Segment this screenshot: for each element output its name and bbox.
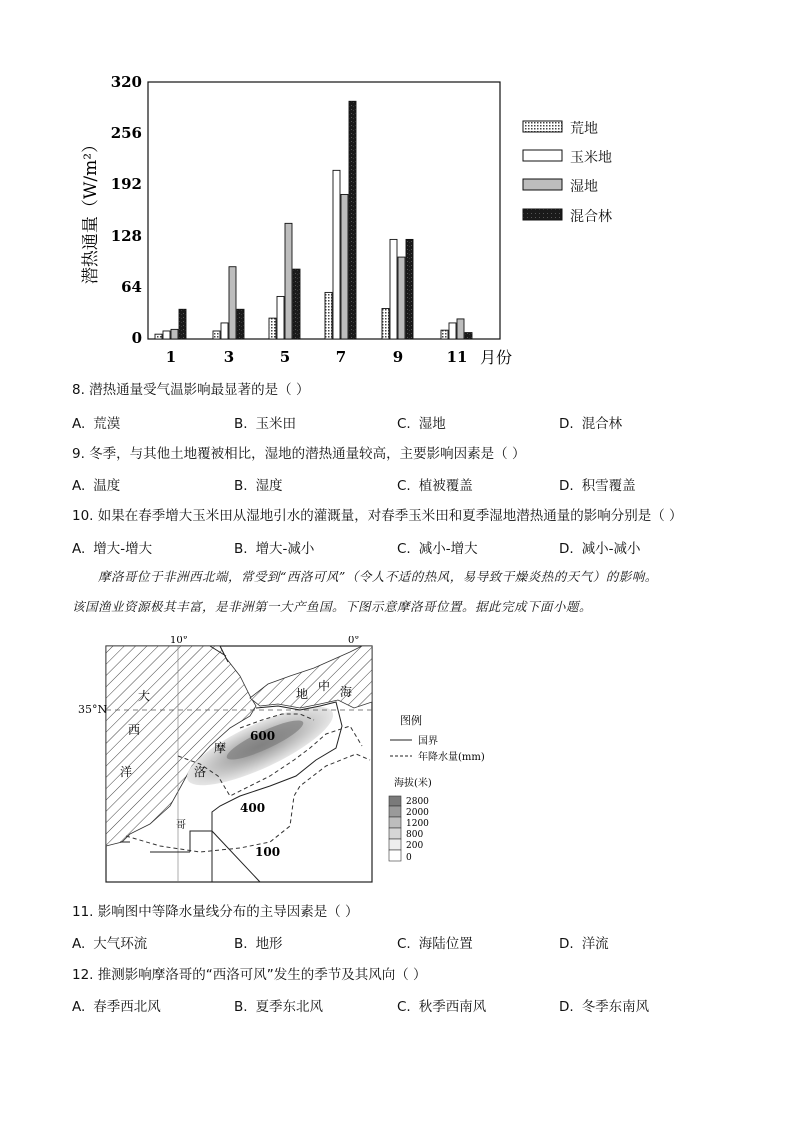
bar-mixed-forest-month-7 — [349, 101, 356, 339]
legend-swatch-cornfield — [523, 150, 562, 161]
country-label-1: 摩 — [214, 741, 227, 755]
elev-swatch-1200 — [389, 817, 401, 828]
lat-35n-label: 35°N — [78, 703, 108, 716]
bar-mixed-forest-month-3 — [237, 309, 244, 339]
legend-label-mixed-forest: 混合林 — [570, 209, 612, 225]
bar-cornfield-month-3 — [221, 323, 228, 339]
bar-cornfield-month-11 — [449, 323, 456, 339]
bar-wasteland-month-7 — [325, 292, 332, 339]
country-label-3: 哥 — [176, 820, 186, 831]
q8-option-d[interactable]: D. 混合林 — [559, 416, 623, 432]
elev-swatch-0 — [389, 850, 401, 861]
y-tick-label: 192 — [110, 175, 142, 193]
bar-wetland-month-9 — [398, 257, 405, 339]
bar-mixed-forest-month-9 — [406, 239, 413, 339]
ocean-label-1: 大 — [138, 689, 151, 703]
country-label-2: 洛 — [194, 765, 207, 779]
isohyet-100-label: 100 — [255, 845, 281, 859]
q9-option-c[interactable]: C. 植被覆盖 — [397, 478, 473, 494]
isohyet-600-label: 600 — [250, 729, 276, 743]
q8-option-b[interactable]: B. 玉米田 — [234, 416, 297, 432]
q9-option-a[interactable]: A. 温度 — [72, 478, 121, 494]
q12-option-c[interactable]: C. 秋季西南风 — [397, 999, 487, 1015]
legend-swatch-wasteland — [523, 121, 562, 132]
elev-swatch-800 — [389, 828, 401, 839]
q10-option-c[interactable]: C. 减小-增大 — [397, 541, 478, 557]
bar-cornfield-month-1 — [163, 331, 170, 339]
q11-option-a[interactable]: A. 大气环流 — [72, 936, 148, 952]
bar-wetland-month-7 — [341, 194, 348, 339]
elev-label-800: 800 — [406, 830, 424, 840]
passage-line-1: 摩洛哥位于非洲西北端，常受到“西洛可风”（令人不适的热风，易导致干燥炎热的天气）的影响。 — [98, 569, 658, 584]
bar-wasteland-month-11 — [441, 330, 448, 339]
lon-10-label: 10° — [170, 636, 188, 646]
y-tick-label: 0 — [131, 329, 142, 347]
q9-option-b[interactable]: B. 湿度 — [234, 478, 283, 494]
q11-option-c[interactable]: C. 海陆位置 — [397, 936, 473, 952]
question-12-stem: 12. 推测影响摩洛哥的“西洛可风”发生的季节及其风向（ ） — [72, 967, 427, 983]
latent-heat-bar-chart — [70, 72, 530, 372]
legend-label-wetland: 湿地 — [570, 179, 598, 195]
x-tick-label: 11 — [446, 348, 468, 366]
y-tick-label: 128 — [110, 227, 142, 245]
elev-label-0: 0 — [406, 853, 412, 863]
y-tick-label: 320 — [110, 73, 142, 91]
elev-swatch-2800 — [389, 796, 401, 806]
q12-option-b[interactable]: B. 夏季东北风 — [234, 999, 324, 1015]
question-10-stem: 10. 如果在春季增大玉米田从湿地引水的灌溉量，对春季玉米田和夏季湿地潜热通量的影响分别是（ ） — [72, 508, 683, 524]
bar-mixed-forest-month-5 — [293, 269, 300, 339]
bar-cornfield-month-7 — [333, 170, 340, 339]
bar-wasteland-month-3 — [213, 331, 220, 339]
y-tick-label: 256 — [110, 124, 142, 142]
q12-option-d[interactable]: D. 冬季东南风 — [559, 999, 650, 1015]
x-tick-label: 7 — [335, 348, 347, 366]
legend-label-cornfield: 玉米地 — [570, 150, 612, 166]
legend-label-wasteland: 荒地 — [570, 121, 598, 137]
y-axis-label: 潜热通量（W/m²） — [81, 135, 101, 285]
x-tick-label: 3 — [223, 348, 235, 366]
elev-label-1200: 1200 — [406, 819, 429, 829]
q12-option-a[interactable]: A. 春季西北风 — [72, 999, 161, 1015]
elev-label-2000: 2000 — [406, 808, 429, 818]
legend-rain-label: 年降水量(mm) — [418, 752, 485, 763]
bar-wetland-month-11 — [457, 319, 464, 339]
q8-option-a[interactable]: A. 荒漠 — [72, 416, 121, 432]
elev-swatch-2000 — [389, 806, 401, 817]
q8-option-c[interactable]: C. 湿地 — [397, 416, 446, 432]
elev-swatch-200 — [389, 839, 401, 850]
legend-swatch-mixed-forest — [523, 209, 562, 220]
morocco-map — [100, 636, 500, 886]
x-tick-label: 5 — [279, 348, 291, 366]
x-axis-label: 月份 — [480, 348, 513, 367]
q11-option-d[interactable]: D. 洋流 — [559, 936, 609, 952]
bar-mixed-forest-month-1 — [179, 309, 186, 339]
question-8-stem: 8. 潜热通量受气温影响最显著的是（ ） — [72, 382, 310, 398]
elev-label-200: 200 — [406, 841, 424, 851]
bar-wetland-month-5 — [285, 223, 292, 339]
q10-option-b[interactable]: B. 增大-减小 — [234, 541, 315, 557]
bar-cornfield-month-9 — [390, 239, 397, 339]
chart-legend — [522, 116, 642, 236]
elevation-title: 海拔(米) — [394, 778, 432, 789]
bar-wetland-month-3 — [229, 267, 236, 339]
question-11-stem: 11. 影响图中等降水量线分布的主导因素是（ ） — [72, 904, 359, 920]
bar-mixed-forest-month-11 — [465, 333, 472, 339]
elev-label-2800: 2800 — [406, 797, 429, 807]
q10-option-d[interactable]: D. 减小-减小 — [559, 541, 641, 557]
map-legend-title: 图例 — [400, 714, 422, 727]
y-ticks — [111, 73, 142, 347]
sea-label-1: 地 — [296, 687, 309, 701]
q11-option-b[interactable]: B. 地形 — [234, 936, 283, 952]
x-tick-label: 1 — [165, 348, 177, 366]
x-tick-label: 9 — [392, 348, 404, 366]
question-9-stem: 9. 冬季，与其他土地覆被相比，湿地的潜热通量较高，主要影响因素是（ ） — [72, 446, 526, 462]
q9-option-d[interactable]: D. 积雪覆盖 — [559, 478, 636, 494]
plot-frame — [148, 82, 500, 339]
y-tick-label: 64 — [121, 278, 142, 296]
reading-passage — [72, 562, 732, 622]
ocean-label-2: 西 — [128, 723, 141, 737]
legend-swatch-wetland — [523, 179, 562, 190]
lon-0-label: 0° — [348, 636, 360, 646]
q10-option-a[interactable]: A. 增大-增大 — [72, 541, 153, 557]
bar-wasteland-month-1 — [155, 334, 162, 339]
bar-wasteland-month-5 — [269, 318, 276, 339]
bars — [155, 101, 472, 339]
passage-line-2: 该国渔业资源极其丰富，是非洲第一大产鱼国。下图示意摩洛哥位置。据此完成下面小题。 — [72, 599, 593, 614]
isohyet-400-label: 400 — [240, 801, 266, 815]
sea-label-2: 中 — [318, 679, 331, 693]
bar-cornfield-month-5 — [277, 296, 284, 339]
bar-wasteland-month-9 — [382, 308, 389, 339]
x-ticks — [166, 348, 468, 366]
bar-wetland-month-1 — [171, 329, 178, 339]
sea-label-3: 海 — [340, 685, 353, 699]
ocean-label-3: 洋 — [120, 765, 133, 779]
legend-border-label: 国界 — [418, 736, 438, 747]
